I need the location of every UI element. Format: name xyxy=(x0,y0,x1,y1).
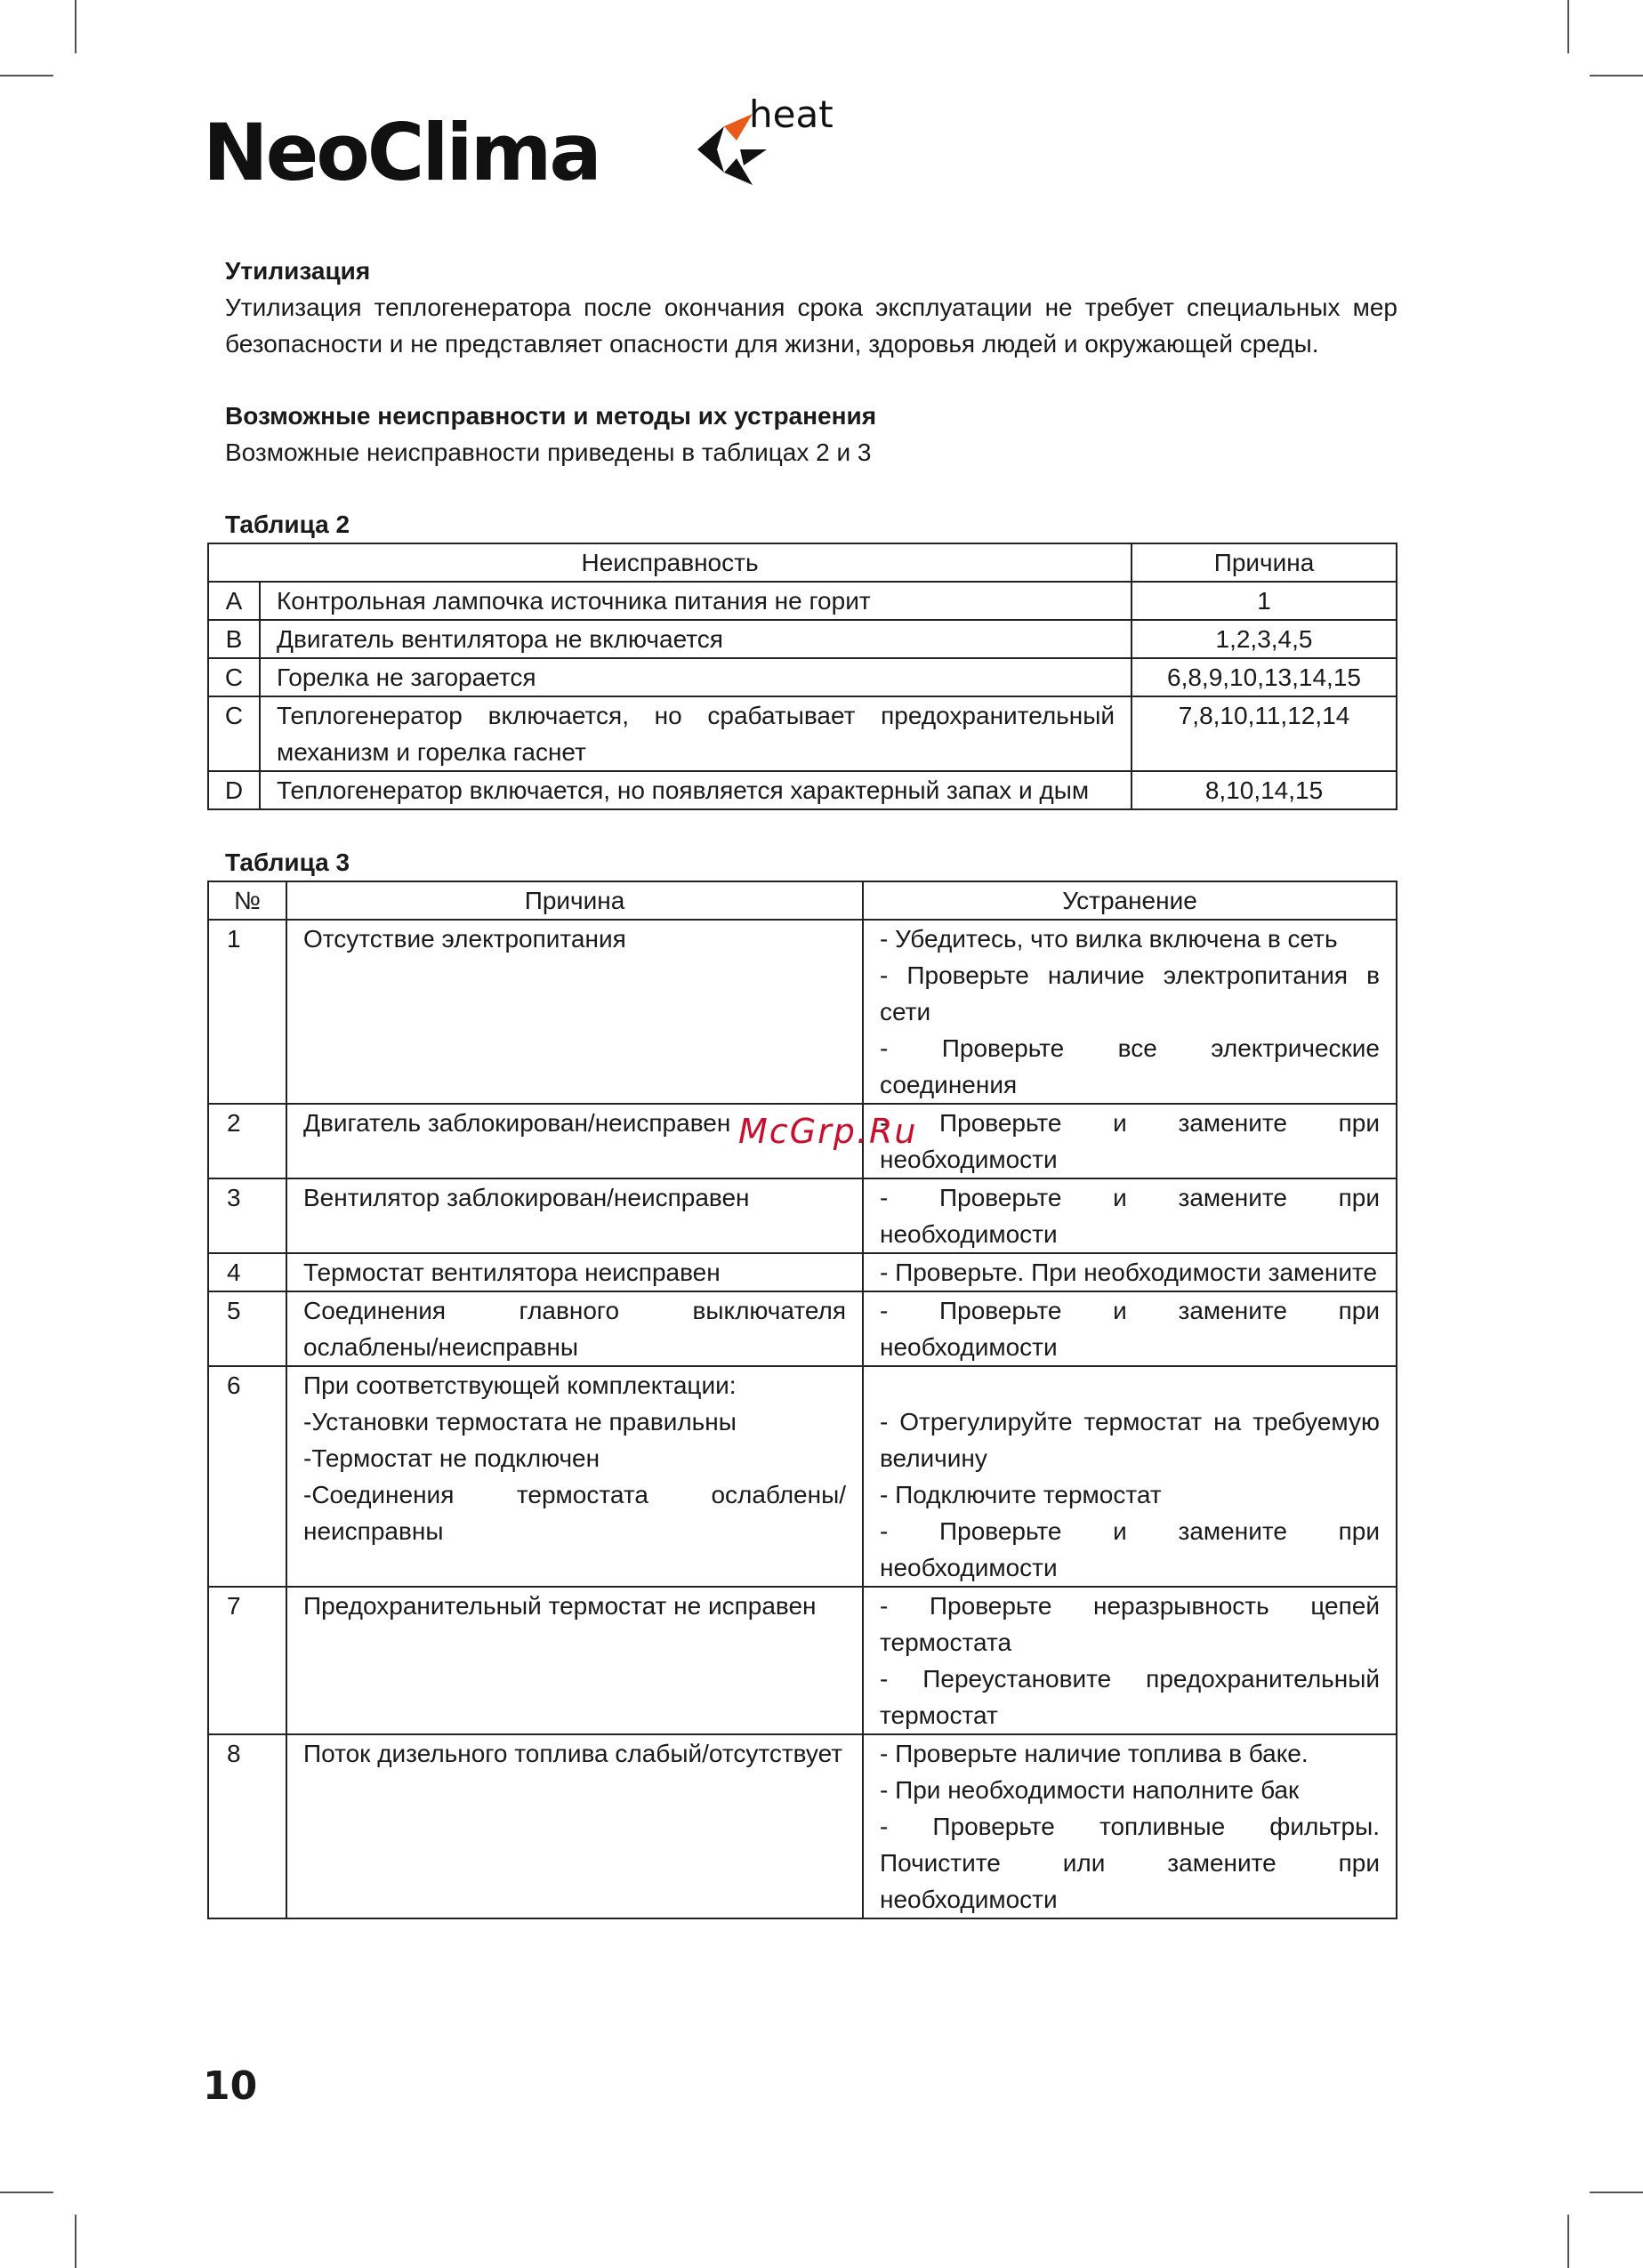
row-number: 5 xyxy=(208,1291,286,1366)
fix-line: - Подключите термостат xyxy=(880,1481,1162,1508)
page-content xyxy=(225,253,1397,1919)
fault-code: C xyxy=(208,696,260,771)
table-row xyxy=(208,582,1397,620)
fault-code: C xyxy=(208,658,260,696)
fix-line: - Проверьте. При необходимости замените xyxy=(880,1259,1378,1286)
table2-header-cause: Причина xyxy=(1132,543,1397,582)
cause-line: Вентилятор заблокирован/неисправен xyxy=(303,1184,750,1211)
cause-line: Термостат вентилятора неисправен xyxy=(303,1259,721,1286)
fix-line: - Проверьте и замените при необходимости xyxy=(880,1297,1380,1361)
crop-mark xyxy=(1567,2215,1569,2268)
table-header-row xyxy=(208,543,1397,582)
row-number: 1 xyxy=(208,920,286,1104)
crop-mark xyxy=(75,0,77,53)
fix-line: - При необходимости наполните бак xyxy=(880,1776,1300,1804)
fault-cause: 6,8,9,10,13,14,15 xyxy=(1132,658,1397,696)
cause-line: Соединения главного выключателя ослаблены/неисправны xyxy=(303,1297,846,1361)
cause-line: Отсутствие электропитания xyxy=(303,925,626,953)
fault-code: A xyxy=(208,582,260,620)
fix-line: - Проверьте неразрывность цепей термостата xyxy=(880,1592,1380,1656)
cause-cell xyxy=(286,1253,863,1291)
row-number: 7 xyxy=(208,1587,286,1734)
fix-cell xyxy=(863,1366,1397,1587)
fix-cell xyxy=(863,1253,1397,1291)
table3-header-cause: Причина xyxy=(286,881,863,920)
faults-heading: Возможные неисправности и методы их устранения xyxy=(225,402,877,430)
fix-line: - Проверьте и замените при необходимости xyxy=(880,1184,1380,1248)
brand-name: NeoClima xyxy=(203,107,600,198)
fault-cause: 1 xyxy=(1132,582,1397,620)
fault-cause: 7,8,10,11,12,14 xyxy=(1132,696,1397,771)
cause-line: Предохранительный термостат не исправен xyxy=(303,1592,817,1620)
table2-caption: Таблица 2 xyxy=(225,511,350,538)
page-number: 10 xyxy=(203,2063,258,2109)
table-row xyxy=(208,1178,1397,1253)
fix-cell xyxy=(863,1104,1397,1178)
table2-header-fault: Неисправность xyxy=(208,543,1132,582)
table-row xyxy=(208,1734,1397,1918)
fix-line: - Проверьте топливные фильтры. Почистите или замените при необходимости xyxy=(880,1813,1380,1913)
row-number: 2 xyxy=(208,1104,286,1178)
fix-cell xyxy=(863,1587,1397,1734)
fix-line: - Убедитесь, что вилка включена в сеть xyxy=(880,925,1338,953)
fix-line: - Проверьте наличие топлива в баке. xyxy=(880,1740,1309,1767)
table-row xyxy=(208,1291,1397,1366)
crop-mark xyxy=(0,75,53,76)
fix-line: - Проверьте и замените при необходимости xyxy=(880,1517,1380,1581)
crop-mark xyxy=(1590,75,1643,76)
crop-mark xyxy=(1567,0,1569,53)
fault-code: B xyxy=(208,620,260,658)
fix-line: - Отрегулируйте термостат на требуемую величину xyxy=(880,1408,1380,1472)
cause-cell xyxy=(286,1291,863,1366)
fault-description: Контрольная лампочка источника питания не горит xyxy=(260,582,1132,620)
crop-mark xyxy=(0,2192,53,2193)
fix-line: - Переустановите предохранительный термостат xyxy=(880,1665,1380,1729)
row-number: 6 xyxy=(208,1366,286,1587)
fix-cell xyxy=(863,1178,1397,1253)
fault-description: Теплогенератор включается, но появляется характерный запах и дым xyxy=(260,771,1132,809)
crop-mark xyxy=(1590,2192,1643,2193)
table-row xyxy=(208,696,1397,771)
fault-description: Двигатель вентилятора не включается xyxy=(260,620,1132,658)
fault-code: D xyxy=(208,771,260,809)
cause-cell xyxy=(286,1178,863,1253)
row-number: 3 xyxy=(208,1178,286,1253)
fix-line: - Проверьте наличие электропитания в сети xyxy=(880,961,1380,1025)
row-number: 4 xyxy=(208,1253,286,1291)
table-row xyxy=(208,771,1397,809)
cause-cell xyxy=(286,1366,863,1587)
table-row xyxy=(208,1253,1397,1291)
cause-line: Двигатель заблокирован/неисправен xyxy=(303,1109,731,1137)
fix-line: - Проверьте все электрические соединения xyxy=(880,1034,1380,1098)
cause-line: -Установки термостата не правильны xyxy=(303,1408,737,1436)
table-row xyxy=(208,920,1397,1104)
cause-line: Поток дизельного топлива слабый/отсутствует xyxy=(303,1740,843,1767)
fault-description: Теплогенератор включается, но срабатывает предохранительный механизм и горелка гаснет xyxy=(260,696,1132,771)
cause-cell xyxy=(286,1587,863,1734)
table3 xyxy=(207,881,1397,1919)
fault-description: Горелка не загорается xyxy=(260,658,1132,696)
table-header-row xyxy=(208,881,1397,920)
table2 xyxy=(207,543,1397,810)
fix-cell xyxy=(863,1291,1397,1366)
disposal-heading: Утилизация xyxy=(225,257,371,285)
table-row xyxy=(208,1366,1397,1587)
fix-line: - Проверьте и замените при необходимости xyxy=(880,1109,1380,1173)
table3-header-no: № xyxy=(208,881,286,920)
table3-caption: Таблица 3 xyxy=(225,848,350,876)
row-number: 8 xyxy=(208,1734,286,1918)
cause-cell xyxy=(286,1734,863,1918)
table-row xyxy=(208,658,1397,696)
crop-mark xyxy=(75,2215,77,2268)
table-row xyxy=(208,1587,1397,1734)
faults-text: Возможные неисправности приведены в таблицах 2 и 3 xyxy=(225,438,872,466)
table-row xyxy=(208,620,1397,658)
table3-header-fix: Устранение xyxy=(863,881,1397,920)
brand-suffix: heat xyxy=(749,92,834,136)
fix-cell xyxy=(863,1734,1397,1918)
cause-line: -Соединения термостата ослаблены/неисправны xyxy=(303,1481,846,1545)
watermark: McGrp.Ru xyxy=(738,1112,918,1151)
disposal-text: Утилизация теплогенератора после окончания срока эксплуатации не требует специальных мер безопасности и не представляет опасности для жизни, здоровья людей и окружающей среды. xyxy=(225,294,1397,358)
fault-cause: 1,2,3,4,5 xyxy=(1132,620,1397,658)
cause-line: -Термостат не подключен xyxy=(303,1444,600,1472)
fix-cell xyxy=(863,920,1397,1104)
cause-cell xyxy=(286,920,863,1104)
fault-cause: 8,10,14,15 xyxy=(1132,771,1397,809)
cause-line: При соответствующей комплектации: xyxy=(303,1371,737,1399)
